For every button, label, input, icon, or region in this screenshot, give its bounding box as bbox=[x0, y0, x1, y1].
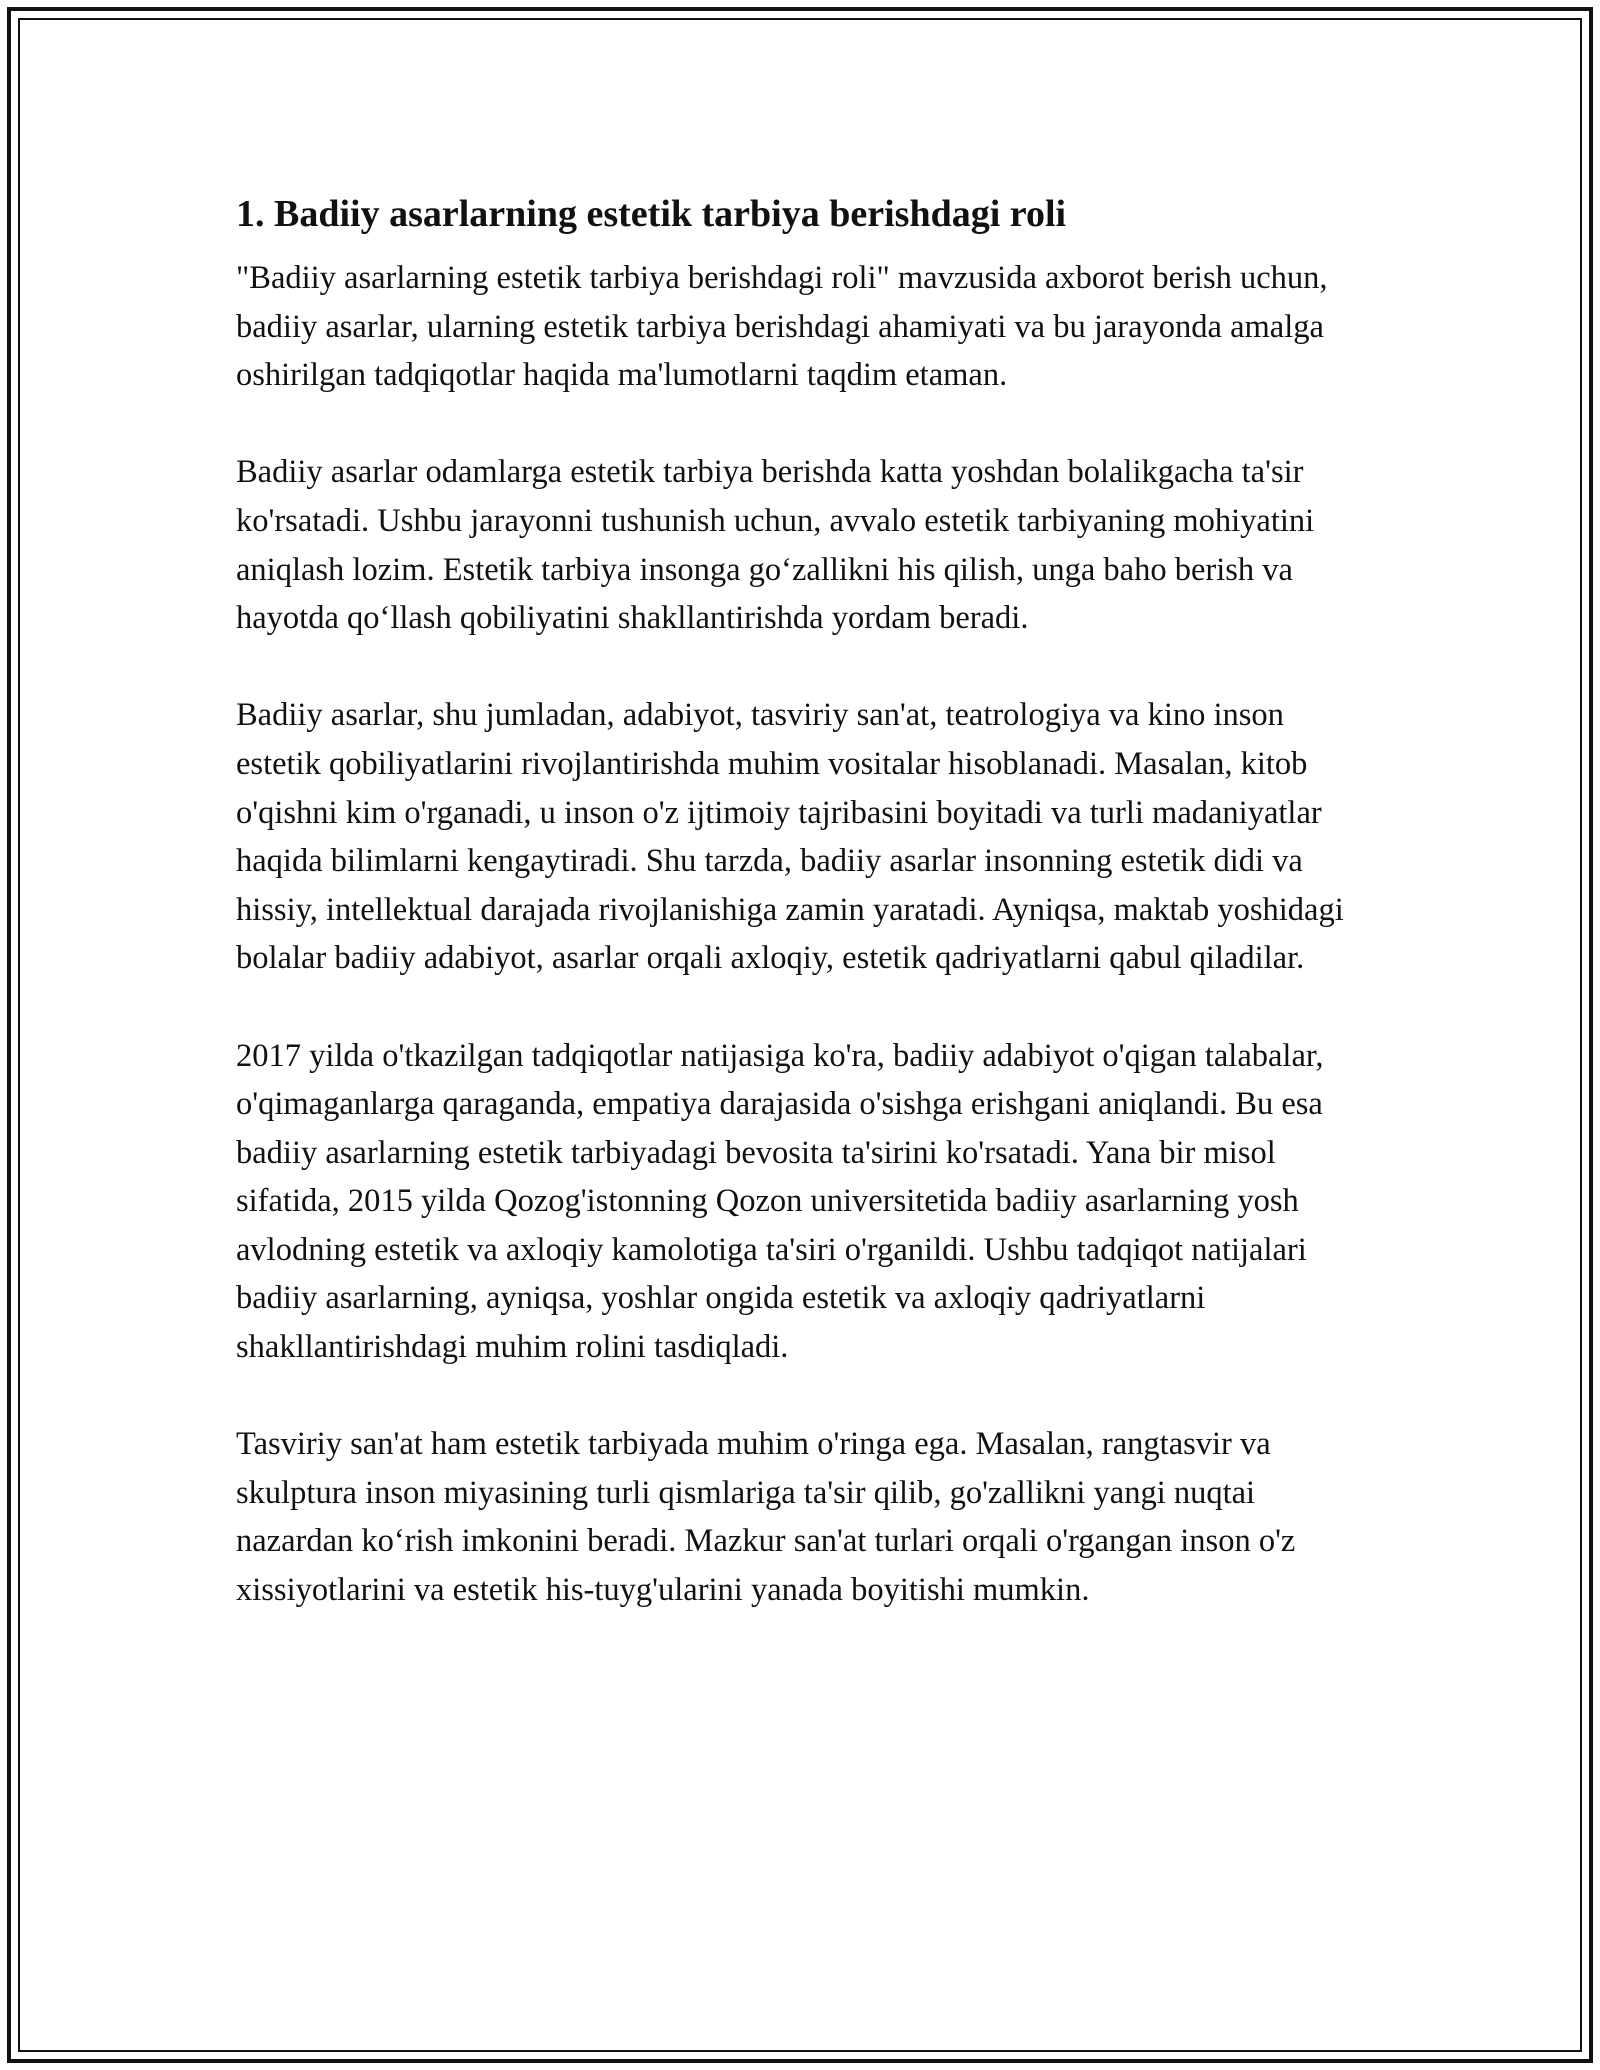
document-body bbox=[236, 186, 1366, 1615]
paragraph-aesthetic-education: Badiiy asarlar odamlarga estetik tarbiya berishda katta yoshdan bolalikgacha ta'sir ko'rsatadi. Ushbu jarayonni tushunish uchun, avvalo estetik tarbiyaning mohiyatini aniqlash lozim. Estetik tarbiya insonga go‘zallikni his qilish, unga baho berish va hayotda qo‘llash qobiliyatini shakllantirishda yordam beradi. bbox=[236, 454, 1315, 637]
paragraph-intro: "Badiiy asarlarning estetik tarbiya berishdagi roli" mavzusida axborot berish uchun, badiiy asarlar, ularning estetik tarbiya berishdagi ahamiyati va bu jarayonda amalga oshirilgan tadqiqotlar haqida ma'lumotlarni taqdim etaman. bbox=[236, 260, 1328, 394]
paragraph-research: 2017 yilda o'tkazilgan tadqiqotlar natijasiga ko'ra, badiiy adabiyot o'qigan talabalar, o'qimaganlarga qaraganda, empatiya darajasida o'sishga erishgani aniqlandi. Bu esa badiiy asarlarning estetik tarbiyadagi bevosita ta'sirini ko'rsatadi. Yana bir misol sifatida, 2015 yilda Qozog'istonning Qozon universitetida badiiy asarlarning yosh avlodning estetik va axloqiy kamolotiga ta'siri o'rganildi. Ushbu tadqiqot natijalari badiiy asarlarning, ayniqsa, yoshlar ongida estetik va axloqiy qadriyatlarni shakllantirishdagi muhim rolini tasdiqladi. bbox=[236, 1037, 1324, 1366]
paragraph-fine-art: Tasviriy san'at ham estetik tarbiyada muhim o'ringa ega. Masalan, rangtasvir va skulptura inson miyasining turli qismlariga ta'sir qilib, go'zallikni yangi nuqtai nazardan ko‘rish imkonini beradi. Mazkur san'at turlari orqali o'rgangan inson o'z xissiyotlarini va estetik his-tuyg'ularini yanada boyitishi mumkin. bbox=[236, 1426, 1296, 1609]
paragraph-art-forms: Badiiy asarlar, shu jumladan, adabiyot, tasviriy san'at, teatrologiya va kino inson estetik qobiliyatlarini rivojlantirishda muhim vositalar hisoblanadi. Masalan, kitob o'qishni kim o'rganadi, u inson o'z ijtimoiy tajribasini boyitadi va turli madaniyatlar haqida bilimlarni kengaytiradi. Shu tarzda, badiiy asarlar insonning estetik didi va hissiy, intellektual darajada rivojlanishiga zamin yaratadi. Ayniqsa, maktab yoshidagi bolalar badiiy adabiyot, asarlar orqali axloqiy, estetik qadriyatlarni qabul qiladilar. bbox=[236, 697, 1344, 977]
section-heading: 1. Badiiy asarlarning estetik tarbiya berishdagi roli bbox=[236, 193, 1067, 235]
